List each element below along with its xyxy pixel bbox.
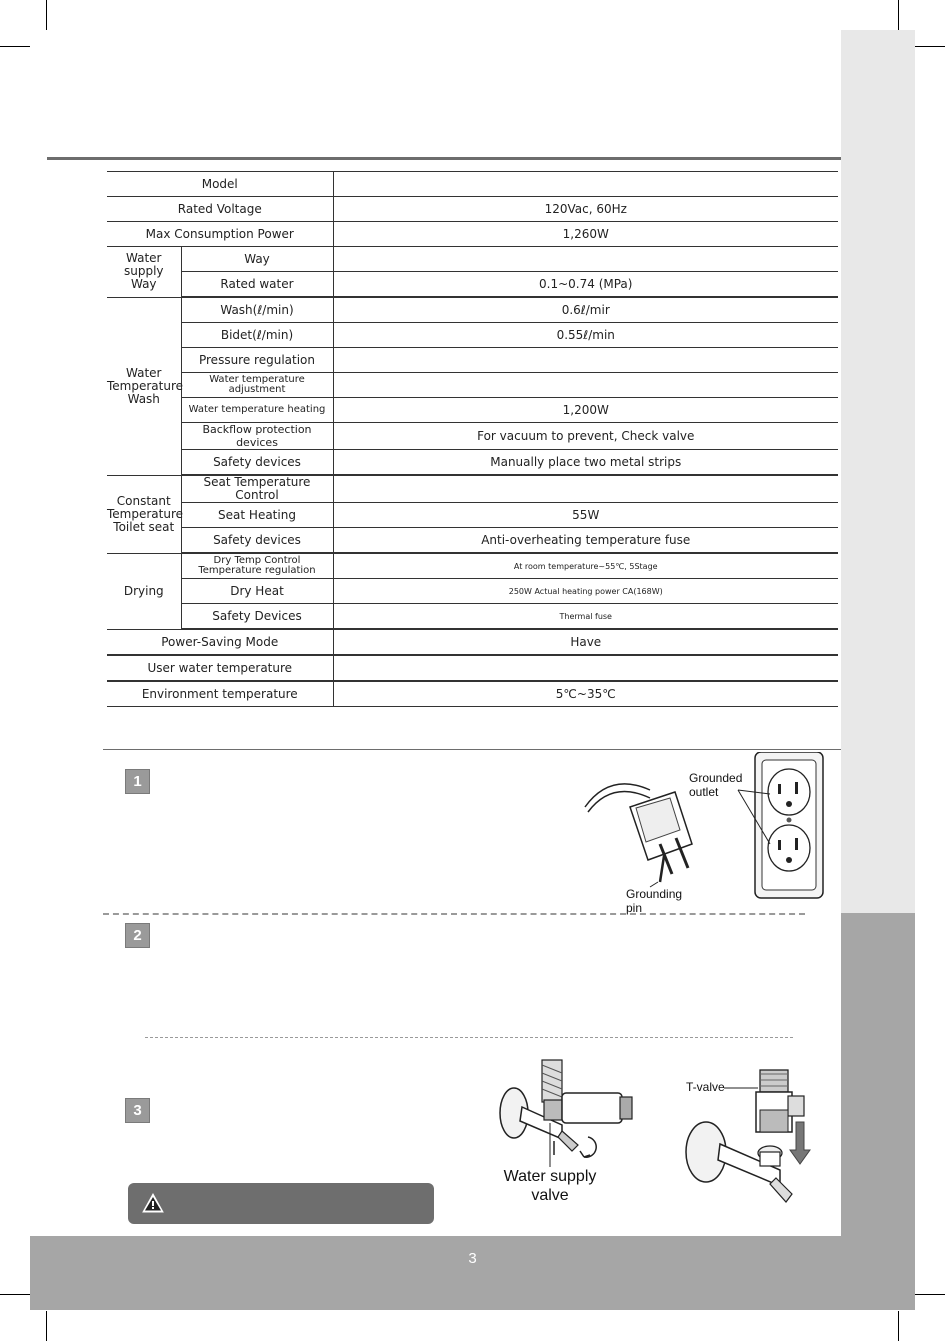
table-row (107, 655, 838, 681)
table-cell-label: Max Consumption Power (107, 222, 333, 247)
table-cell-value: 0.55ℓ/min (333, 323, 838, 348)
table-row (107, 503, 838, 528)
crop-mark (898, 1311, 899, 1341)
table-row (107, 348, 838, 373)
crop-mark (898, 0, 899, 30)
table-cell-value: 0.1~0.74 (MPa) (333, 272, 838, 298)
table-cell-value: Manually place two metal strips (333, 450, 838, 476)
page-footer (30, 1236, 915, 1310)
table-cell-label: Backflow protection devices (181, 423, 333, 450)
table-cell-value: 55W (333, 503, 838, 528)
step-number-3: 3 (125, 1098, 150, 1123)
table-cell-label: User water temperature (107, 655, 333, 681)
table-cell-value (333, 172, 838, 197)
table-row (107, 553, 838, 579)
table-group-label: Drying (107, 553, 181, 629)
crop-mark (46, 0, 47, 30)
table-cell-label: Pressure regulation (181, 348, 333, 373)
table-cell-value: Anti-overheating temperature fuse (333, 528, 838, 554)
table-cell-label: Way (181, 247, 333, 272)
crop-mark (915, 46, 945, 47)
table-cell-value: 0.6ℓ/mir (333, 297, 838, 323)
table-row (107, 373, 838, 398)
page-number: 3 (468, 1250, 477, 1267)
table-cell-value: For vacuum to prevent, Check valve (333, 423, 838, 450)
table-cell-value: 120Vac, 60Hz (333, 197, 838, 222)
dashed-separator (145, 1037, 793, 1038)
t-valve-label: T-valve (686, 1080, 725, 1094)
table-row (107, 172, 838, 197)
table-row (107, 604, 838, 630)
table-cell-label: Rated Voltage (107, 197, 333, 222)
table-row (107, 528, 838, 554)
table-cell-label: Bidet(ℓ/min) (181, 323, 333, 348)
table-row (107, 272, 838, 298)
table-cell-label: Dry Temp Control Temperature regulation (181, 553, 333, 579)
warning-icon (142, 1193, 164, 1213)
table-row (107, 681, 838, 707)
table-cell-value (333, 475, 838, 503)
grounded-outlet-label: Grounded outlet (689, 771, 743, 799)
table-cell-value: 250W Actual heating power CA(168W) (333, 579, 838, 604)
table-row (107, 222, 838, 247)
table-cell-label: Water temperature heating (181, 398, 333, 423)
dashed-separator (103, 913, 805, 915)
table-cell-label: Model (107, 172, 333, 197)
table-group-label: Constant Temperature Toilet seat (107, 475, 181, 553)
step-number-1: 1 (125, 769, 150, 794)
table-group-label: Water supply Way (107, 247, 181, 298)
table-row (107, 423, 838, 450)
step-number-2: 2 (125, 923, 150, 948)
table-cell-value: 1,260W (333, 222, 838, 247)
table-cell-label: Wash(ℓ/min) (181, 297, 333, 323)
crop-mark (46, 1311, 47, 1341)
crop-mark (0, 46, 30, 47)
table-cell-label: Environment temperature (107, 681, 333, 707)
table-cell-label: Seat Temperature Control (181, 475, 333, 503)
grounding-pin-label: Grounding pin (626, 887, 683, 915)
table-row (107, 629, 838, 655)
table-cell-value: Thermal fuse (333, 604, 838, 630)
header-rule (47, 157, 841, 160)
spec-table (107, 171, 838, 707)
side-tab-dark (841, 913, 915, 1236)
table-group-label: Water Temperature Wash (107, 297, 181, 475)
table-row (107, 398, 838, 423)
water-supply-valve-illustration (492, 1055, 652, 1180)
table-row (107, 297, 838, 323)
table-cell-value (333, 348, 838, 373)
water-supply-valve-label: Water supply valve (503, 1168, 597, 1204)
table-cell-label: Seat Heating (181, 503, 333, 528)
section-rule (103, 749, 841, 750)
table-cell-value: 1,200W (333, 398, 838, 423)
table-cell-value: Have (333, 629, 838, 655)
table-cell-label: Rated water (181, 272, 333, 298)
table-cell-label: Safety devices (181, 528, 333, 554)
table-cell-value (333, 655, 838, 681)
table-row (107, 579, 838, 604)
table-row (107, 450, 838, 476)
table-row (107, 197, 838, 222)
table-cell-value: At room temperature~55℃, 5Stage (333, 553, 838, 579)
table-cell-label: Dry Heat (181, 579, 333, 604)
table-cell-value (333, 373, 838, 398)
warning-box (128, 1183, 434, 1224)
crop-mark (0, 1294, 30, 1295)
table-cell-value (333, 247, 838, 272)
table-cell-label: Power-Saving Mode (107, 629, 333, 655)
table-row (107, 475, 838, 503)
crop-mark (915, 1294, 945, 1295)
table-cell-value: 5℃~35℃ (333, 681, 838, 707)
side-tab-light (841, 30, 915, 913)
table-row (107, 323, 838, 348)
table-row (107, 247, 838, 272)
table-cell-label: Safety devices (181, 450, 333, 476)
table-cell-label: Water temperature adjustment (181, 373, 333, 398)
table-cell-label: Safety Devices (181, 604, 333, 630)
